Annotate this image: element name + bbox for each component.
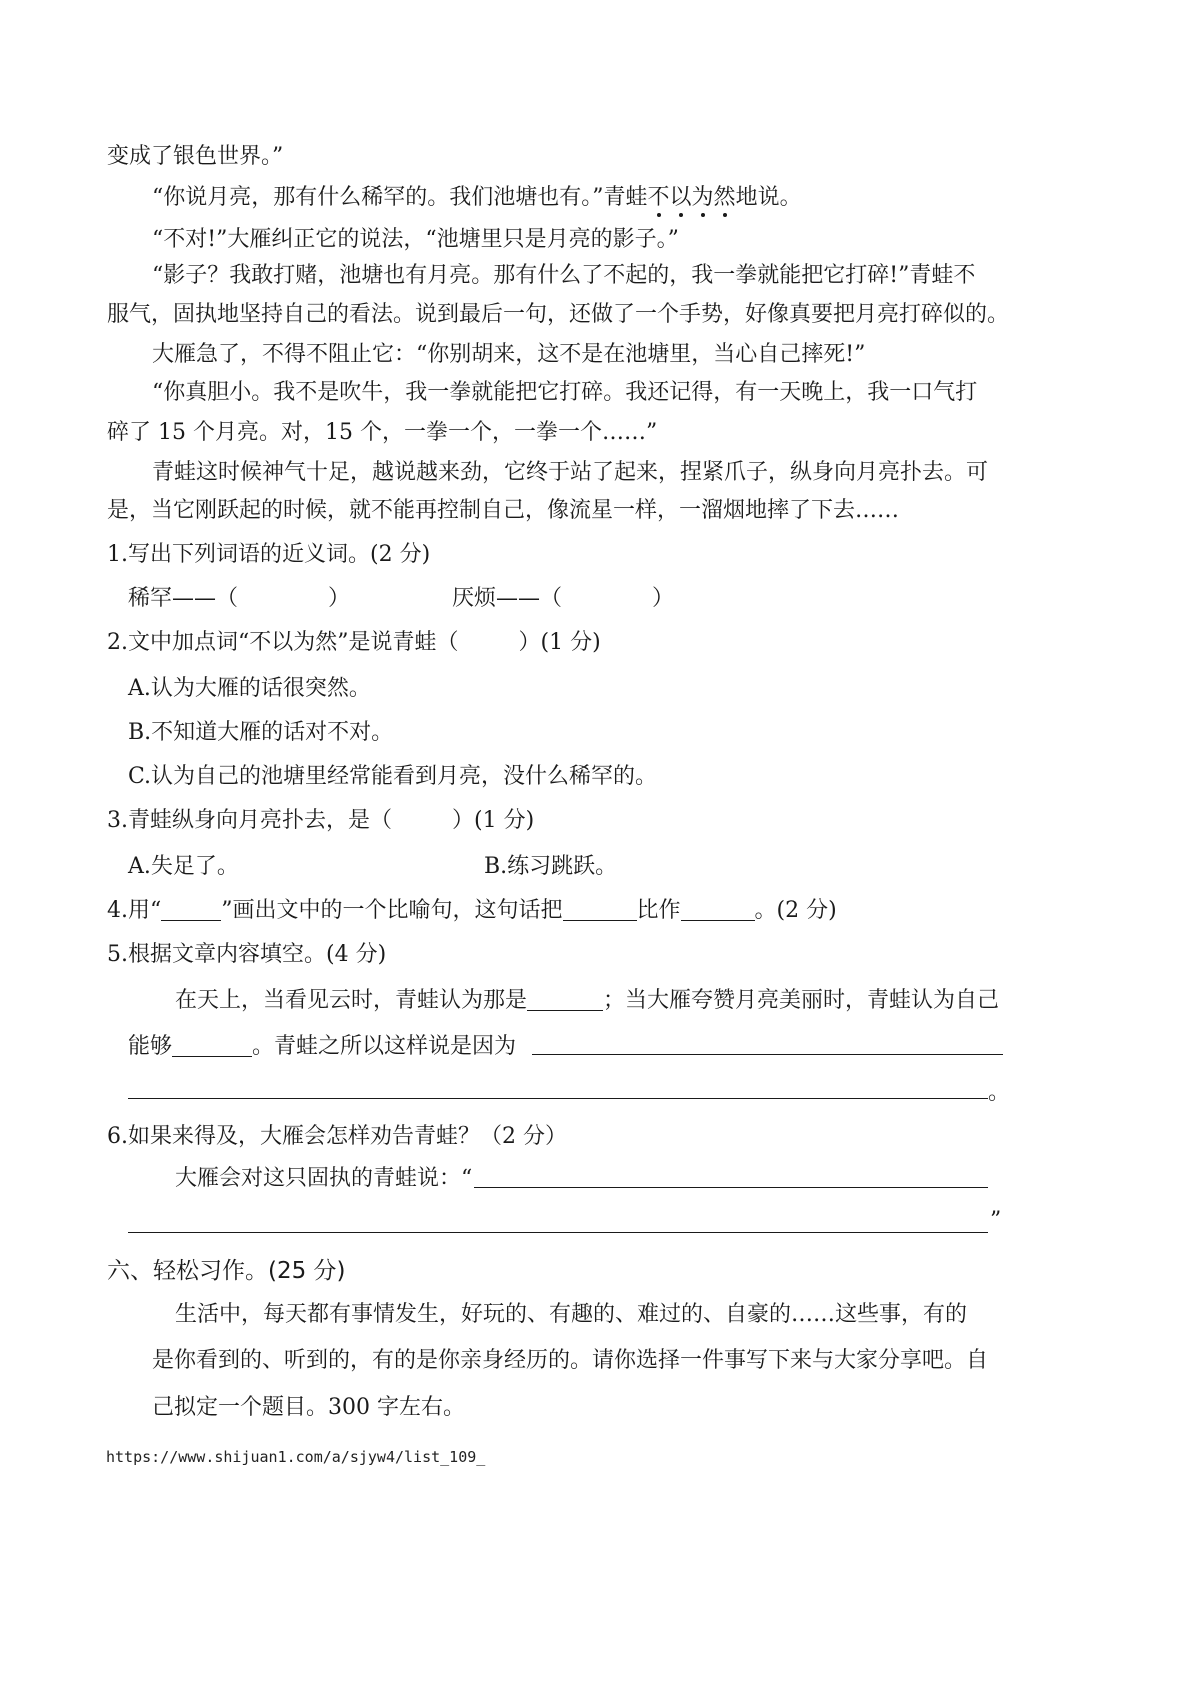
q4-underline-sample: [161, 898, 221, 921]
q6-end-quote: ”: [990, 1208, 1002, 1233]
q5-line-1: [175, 986, 999, 1016]
q3-option-a: A.失足了。: [128, 854, 239, 879]
q3-score: ）(1 分): [452, 808, 535, 833]
q5-answer-line[interactable]: [532, 1054, 1003, 1055]
q4-answer-blank-1[interactable]: [563, 898, 637, 921]
passage-line: 服气，固执地坚持自己的看法。说到最后一句，还做了一个手势，好像真要把月亮打碎似的。: [107, 302, 1010, 327]
section-6-title: 六、轻松习作。(25 分): [107, 1258, 346, 1284]
passage-line: 大雁急了，不得不阻止它：“你别胡来，这不是在池塘里，当心自己摔死!”: [152, 342, 866, 367]
passage-line: 青蛙这时候神气十足，越说越来劲，它终于站了起来，捏紧爪子，纵身向月亮扑去。可: [152, 460, 989, 485]
q3-option-b: B.练习跳跃。: [484, 854, 618, 879]
passage-text: 地说。: [735, 185, 802, 210]
q5-answer-line[interactable]: [128, 1098, 988, 1099]
q6-answer-line[interactable]: [474, 1187, 988, 1188]
passage-line: “影子？我敢打赌，池塘也有月亮。那有什么了不起的，我一拳就能把它打碎!”青蛙不: [152, 263, 976, 288]
passage-line: 碎了 15 个月亮。对，15 个，一拳一个，一拳一个……”: [107, 420, 658, 445]
question-6: 6.如果来得及，大雁会怎样劝告青蛙？（2 分）: [107, 1124, 567, 1149]
essay-prompt-line: 己拟定一个题目。300 字左右。: [152, 1395, 465, 1420]
passage-line: “不对!”大雁纠正它的说法，“池塘里只是月亮的影子。”: [152, 227, 679, 252]
q1-paren-close-b: ）: [652, 586, 675, 611]
dotted-char: 不: [648, 183, 670, 213]
dotted-char: 为: [692, 183, 714, 213]
q5-text: 在天上，当看见云时，青蛙认为那是: [175, 988, 528, 1013]
q5-text: ；当大雁夸赞月亮美丽时，青蛙认为自己: [603, 988, 1000, 1013]
q6-prompt: 大雁会对这只固执的青蛙说：“: [175, 1166, 473, 1191]
question-3: [107, 806, 534, 836]
passage-line: [152, 183, 802, 213]
q1-paren-close-a: ）: [328, 586, 351, 611]
q2-score: ）(1 分): [518, 630, 601, 655]
passage-line: 变成了银色世界。”: [107, 144, 284, 169]
q5-answer-blank-2[interactable]: [172, 1034, 252, 1057]
essay-prompt-line: 是你看到的、听到的，有的是你亲身经历的。请你选择一件事写下来与大家分享吧。自: [152, 1348, 989, 1373]
q4-text: ”画出文中的一个比喻句，这句话把: [221, 898, 563, 923]
dotted-char: 以: [670, 183, 692, 213]
passage-line: “你真胆小。我不是吹牛，我一拳就能把它打碎。我还记得，有一天晚上，我一口气打: [152, 380, 978, 405]
q2-option-c: C.认为自己的池塘里经常能看到月亮，没什么稀罕的。: [128, 764, 658, 789]
q1-word-a: 稀罕——（: [128, 586, 239, 611]
essay-prompt-line: 生活中，每天都有事情发生，好玩的、有趣的、难过的、自豪的……这些事，有的: [175, 1302, 968, 1327]
footer-url[interactable]: https://www.shijuan1.com/a/sjyw4/list_109_: [106, 1448, 486, 1466]
q5-line-2: [128, 1032, 516, 1062]
q4-text: 比作: [636, 898, 681, 923]
q5-text: 。青蛙之所以这样说是因为: [252, 1034, 517, 1059]
q4-score: 。(2 分): [754, 898, 837, 923]
q4-answer-blank-2[interactable]: [681, 898, 755, 921]
passage-line: 是，当它刚跃起的时候，就不能再控制自己，像流星一样，一溜烟地摔了下去……: [107, 498, 900, 523]
q1-word-b: 厌烦——（: [452, 586, 563, 611]
q6-answer-line[interactable]: [128, 1232, 988, 1233]
q4-text: 4.用“: [107, 898, 162, 923]
q2-option-b: B.不知道大雁的话对不对。: [128, 720, 394, 745]
question-5: 5.根据文章内容填空。(4 分): [107, 942, 387, 967]
passage-text: “你说月亮，那有什么稀罕的。我们池塘也有。”青蛙: [152, 185, 648, 210]
q2-option-a: A.认为大雁的话很突然。: [128, 676, 371, 701]
q1-item-b: [452, 584, 674, 614]
q1-item-a: [128, 584, 350, 614]
q3-text: 3.青蛙纵身向月亮扑去，是（: [107, 808, 392, 833]
dotted-char: 然: [714, 183, 736, 213]
q2-text: 2.文中加点词“不以为然”是说青蛙（: [107, 630, 459, 655]
q5-answer-blank-1[interactable]: [527, 988, 603, 1011]
question-1: 1.写出下列词语的近义词。(2 分): [107, 542, 431, 567]
question-4: [107, 896, 837, 926]
question-2: [107, 628, 601, 658]
q5-end-mark: 。: [988, 1080, 1011, 1105]
q5-text: 能够: [128, 1034, 173, 1059]
